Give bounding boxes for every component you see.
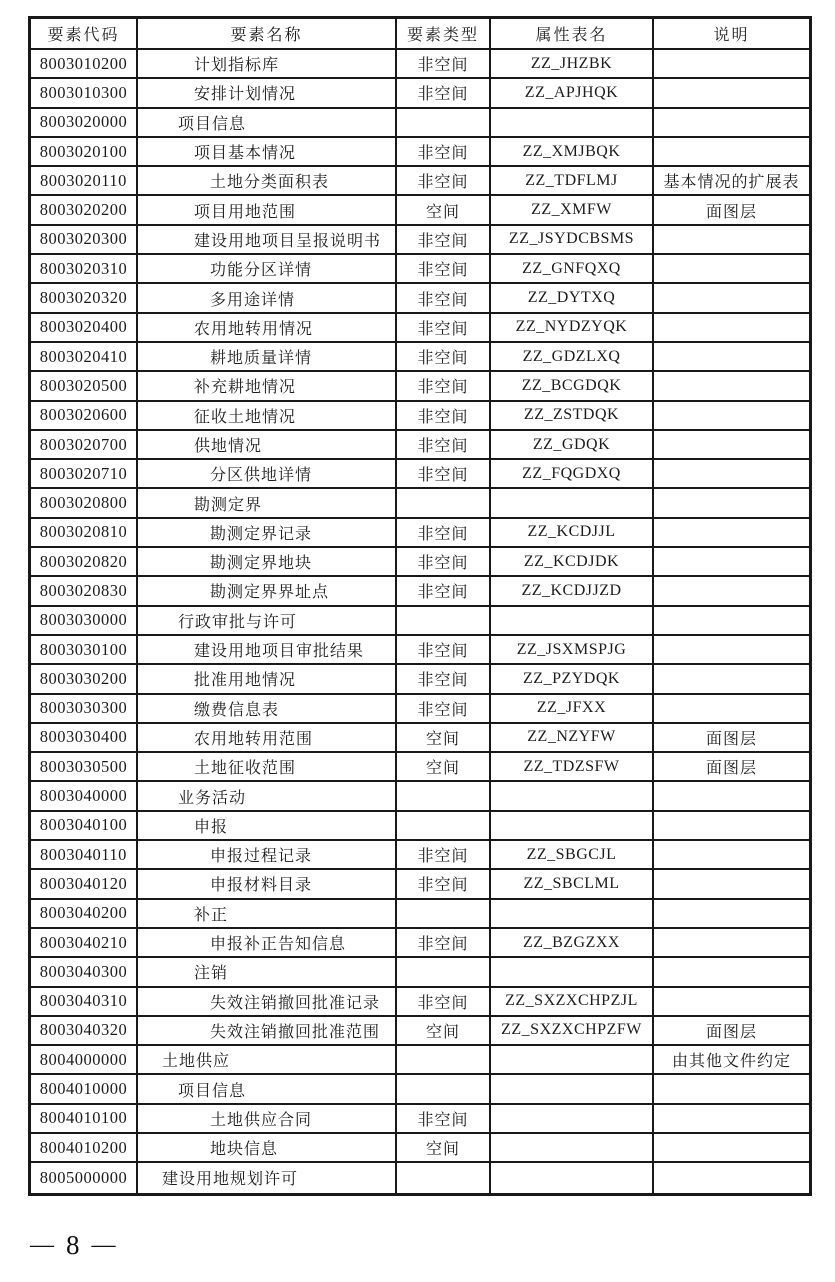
element-type-cell: 非空间 — [397, 167, 491, 194]
attribute-table-name-cell — [491, 812, 654, 839]
attribute-table-name-cell — [491, 1163, 654, 1192]
element-code-cell: 8003020500 — [31, 372, 138, 399]
element-name-cell: 建设用地规划许可 — [138, 1163, 397, 1192]
table-row — [31, 460, 809, 489]
element-name-cell: 申报过程记录 — [138, 841, 397, 868]
attribute-table-name-cell: ZZ_APJHQK — [491, 79, 654, 106]
note-cell — [654, 695, 809, 722]
element-name-cell: 行政审批与许可 — [138, 607, 397, 634]
table-row — [31, 753, 809, 782]
note-cell: 面图层 — [705, 730, 757, 748]
element-name-cell: 注销 — [138, 958, 397, 985]
attribute-table-name-cell: ZZ_DYTXQ — [491, 284, 654, 311]
header-element-type: 要素类型 — [397, 19, 491, 48]
element-type-cell: 非空间 — [397, 929, 491, 956]
element-type-cell: 非空间 — [397, 79, 491, 106]
element-type-cell — [397, 782, 491, 809]
note-cell — [654, 372, 809, 399]
element-name-cell: 失效注销撤回批准记录 — [138, 988, 397, 1015]
element-type-cell: 空间 — [397, 724, 491, 751]
attribute-table-name-cell: ZZ_SXZXCHPZJL — [491, 988, 654, 1015]
attribute-table-name-cell — [491, 109, 654, 136]
element-name-cell: 勘测定界界址点 — [138, 577, 397, 604]
attribute-table-name-cell: ZZ_JHZBK — [491, 50, 654, 77]
element-name-cell: 分区供地详情 — [138, 460, 397, 487]
table-row — [31, 1134, 809, 1163]
table-row — [31, 988, 809, 1017]
element-name-cell: 农用地转用范围 — [138, 724, 397, 751]
attribute-table-name-cell: ZZ_ZSTDQK — [491, 402, 654, 429]
table-row — [31, 841, 809, 870]
element-name-cell: 补充耕地情况 — [138, 372, 397, 399]
element-code-cell: 8003010200 — [31, 50, 138, 77]
element-type-cell: 非空间 — [397, 548, 491, 575]
attribute-table-name-cell: ZZ_TDFLMJ — [491, 167, 654, 194]
element-type-cell — [397, 958, 491, 985]
element-name-cell: 勘测定界地块 — [138, 548, 397, 575]
note-cell: 面图层 — [705, 203, 757, 221]
header-element-name: 要素名称 — [138, 19, 397, 48]
element-type-cell: 非空间 — [397, 460, 491, 487]
element-code-cell: 8003020820 — [31, 548, 138, 575]
element-type-cell — [397, 812, 491, 839]
attribute-table-name-cell — [491, 1105, 654, 1132]
note-cell — [654, 782, 809, 809]
element-type-cell: 空间 — [397, 753, 491, 780]
table-row — [31, 724, 809, 753]
element-code-cell: 8003040210 — [31, 929, 138, 956]
element-name-cell: 缴费信息表 — [138, 695, 397, 722]
note-cell — [654, 548, 809, 575]
element-type-cell: 非空间 — [397, 870, 491, 897]
element-code-cell: 8003020200 — [31, 196, 138, 223]
element-code-cell: 8003020710 — [31, 460, 138, 487]
element-code-cell: 8003020320 — [31, 284, 138, 311]
table-row — [31, 50, 809, 79]
table-row — [31, 1163, 809, 1192]
element-type-cell: 空间 — [397, 1134, 491, 1161]
element-code-cell: 8003020700 — [31, 431, 138, 458]
element-type-cell: 非空间 — [397, 431, 491, 458]
element-type-cell: 非空间 — [397, 314, 491, 341]
element-name-cell: 项目基本情况 — [138, 138, 397, 165]
note-cell — [654, 841, 809, 868]
element-type-cell — [397, 900, 491, 927]
table-row — [31, 255, 809, 284]
element-code-cell: 8003020600 — [31, 402, 138, 429]
footer-right-dash: — — [91, 1232, 116, 1258]
note-cell — [654, 958, 809, 985]
table-row — [31, 929, 809, 958]
element-name-cell: 业务活动 — [138, 782, 397, 809]
element-name-cell: 项目用地范围 — [138, 196, 397, 223]
element-code-cell: 8003040100 — [31, 812, 138, 839]
element-code-table — [28, 16, 812, 1196]
note-cell — [654, 929, 809, 956]
note-cell — [654, 109, 809, 136]
element-code-cell: 8003040300 — [31, 958, 138, 985]
note-cell — [654, 636, 809, 663]
note-cell — [654, 50, 809, 77]
attribute-table-name-cell: ZZ_BZGZXX — [491, 929, 654, 956]
element-name-cell: 地块信息 — [138, 1134, 397, 1161]
element-code-cell: 8003020830 — [31, 577, 138, 604]
element-type-cell: 非空间 — [397, 255, 491, 282]
element-code-cell: 8003030300 — [31, 695, 138, 722]
element-name-cell: 农用地转用情况 — [138, 314, 397, 341]
note-cell — [654, 870, 809, 897]
element-type-cell: 非空间 — [397, 519, 491, 546]
attribute-table-name-cell: ZZ_TDZSFW — [491, 753, 654, 780]
element-type-cell — [397, 607, 491, 634]
note-cell — [654, 138, 809, 165]
element-code-cell: 8004000000 — [31, 1046, 138, 1073]
table-row — [31, 1017, 809, 1046]
attribute-table-name-cell: ZZ_FQGDXQ — [491, 460, 654, 487]
element-type-cell — [397, 1046, 491, 1073]
element-type-cell — [397, 109, 491, 136]
attribute-table-name-cell: ZZ_SBCLML — [491, 870, 654, 897]
element-type-cell: 非空间 — [397, 636, 491, 663]
note-cell — [654, 812, 809, 839]
attribute-table-name-cell — [491, 782, 654, 809]
attribute-table-name-cell — [491, 1075, 654, 1102]
header-note: 说明 — [713, 27, 750, 44]
table-row — [31, 1075, 809, 1104]
page-footer — [30, 1230, 116, 1261]
element-type-cell: 非空间 — [397, 695, 491, 722]
element-name-cell: 土地分类面积表 — [138, 167, 397, 194]
table-row — [31, 372, 809, 401]
element-code-cell: 8005000000 — [31, 1163, 138, 1192]
attribute-table-name-cell: ZZ_KCDJJL — [491, 519, 654, 546]
note-cell — [654, 1163, 809, 1192]
attribute-table-name-cell: ZZ_JSXMSPJG — [491, 636, 654, 663]
element-name-cell: 补正 — [138, 900, 397, 927]
table-row — [31, 607, 809, 636]
attribute-table-name-cell: ZZ_KCDJJZD — [491, 577, 654, 604]
element-type-cell: 非空间 — [397, 1105, 491, 1132]
element-name-cell: 批准用地情况 — [138, 665, 397, 692]
table-row — [31, 196, 809, 225]
element-code-cell: 8003020800 — [31, 489, 138, 516]
note-cell: 基本情况的扩展表 — [663, 174, 800, 192]
element-type-cell: 非空间 — [397, 284, 491, 311]
element-name-cell: 供地情况 — [138, 431, 397, 458]
table-row — [31, 782, 809, 811]
attribute-table-name-cell: ZZ_JSYDCBSMS — [491, 226, 654, 253]
element-code-cell: 8003040120 — [31, 870, 138, 897]
attribute-table-name-cell: ZZ_NYDZYQK — [491, 314, 654, 341]
table-row — [31, 489, 809, 518]
note-cell — [654, 343, 809, 370]
header-attribute-table-name: 属性表名 — [491, 19, 654, 48]
table-row — [31, 431, 809, 460]
element-type-cell: 空间 — [397, 196, 491, 223]
element-name-cell: 建设用地项目审批结果 — [138, 636, 397, 663]
table-row — [31, 1105, 809, 1134]
attribute-table-name-cell: ZZ_NZYFW — [491, 724, 654, 751]
element-type-cell — [397, 489, 491, 516]
attribute-table-name-cell: ZZ_SXZXCHPZFW — [491, 1017, 654, 1044]
note-cell — [654, 431, 809, 458]
note-cell — [654, 255, 809, 282]
element-name-cell: 勘测定界记录 — [138, 519, 397, 546]
element-name-cell: 多用途详情 — [138, 284, 397, 311]
note-cell: 由其他文件约定 — [671, 1053, 791, 1071]
element-code-cell: 8003020110 — [31, 167, 138, 194]
attribute-table-name-cell — [491, 958, 654, 985]
attribute-table-name-cell — [491, 489, 654, 516]
table-row — [31, 958, 809, 987]
element-code-cell: 8003020310 — [31, 255, 138, 282]
table-row — [31, 226, 809, 255]
table-row — [31, 636, 809, 665]
element-code-cell: 8003040310 — [31, 988, 138, 1015]
element-code-cell: 8003030100 — [31, 636, 138, 663]
element-name-cell: 土地供应 — [138, 1046, 397, 1073]
element-code-cell: 8004010000 — [31, 1075, 138, 1102]
element-code-cell: 8003030400 — [31, 724, 138, 751]
note-cell — [654, 607, 809, 634]
element-code-cell: 8003020000 — [31, 109, 138, 136]
table-row — [31, 577, 809, 606]
table-row — [31, 665, 809, 694]
element-type-cell: 空间 — [397, 1017, 491, 1044]
header-element-code: 要素代码 — [31, 19, 138, 48]
note-cell: 面图层 — [705, 1023, 757, 1041]
attribute-table-name-cell: ZZ_PZYDQK — [491, 665, 654, 692]
element-code-cell: 8003030000 — [31, 607, 138, 634]
element-code-cell: 8004010100 — [31, 1105, 138, 1132]
table-row — [31, 109, 809, 138]
element-code-cell: 8003040110 — [31, 841, 138, 868]
element-code-cell: 8003030500 — [31, 753, 138, 780]
element-code-cell: 8003040320 — [31, 1017, 138, 1044]
attribute-table-name-cell — [491, 1046, 654, 1073]
attribute-table-name-cell: ZZ_XMFW — [491, 196, 654, 223]
element-code-cell: 8003040200 — [31, 900, 138, 927]
element-name-cell: 勘测定界 — [138, 489, 397, 516]
element-name-cell: 失效注销撤回批准范围 — [138, 1017, 397, 1044]
table-row — [31, 314, 809, 343]
table-row — [31, 402, 809, 431]
element-code-cell: 8003030200 — [31, 665, 138, 692]
table-row — [31, 812, 809, 841]
element-name-cell: 征收土地情况 — [138, 402, 397, 429]
note-cell — [654, 988, 809, 1015]
table-header-row — [31, 19, 809, 50]
table-row — [31, 284, 809, 313]
table-row — [31, 870, 809, 899]
attribute-table-name-cell: ZZ_KCDJDK — [491, 548, 654, 575]
attribute-table-name-cell: ZZ_SBGCJL — [491, 841, 654, 868]
attribute-table-name-cell: ZZ_GNFQXQ — [491, 255, 654, 282]
element-type-cell — [397, 1163, 491, 1192]
element-type-cell: 非空间 — [397, 50, 491, 77]
table-row — [31, 79, 809, 108]
element-code-cell: 8003010300 — [31, 79, 138, 106]
note-cell — [654, 402, 809, 429]
element-name-cell: 申报材料目录 — [138, 870, 397, 897]
element-code-cell: 8003020810 — [31, 519, 138, 546]
element-type-cell: 非空间 — [397, 841, 491, 868]
element-name-cell: 项目信息 — [138, 109, 397, 136]
attribute-table-name-cell — [491, 900, 654, 927]
note-cell — [654, 665, 809, 692]
element-name-cell: 申报补正告知信息 — [138, 929, 397, 956]
attribute-table-name-cell: ZZ_JFXX — [491, 695, 654, 722]
table-body — [31, 50, 809, 1193]
table-row — [31, 519, 809, 548]
attribute-table-name-cell: ZZ_GDQK — [491, 431, 654, 458]
table-row — [31, 900, 809, 929]
attribute-table-name-cell: ZZ_XMJBQK — [491, 138, 654, 165]
element-type-cell — [397, 1075, 491, 1102]
table-row — [31, 343, 809, 372]
element-code-cell: 8003020410 — [31, 343, 138, 370]
element-type-cell: 非空间 — [397, 138, 491, 165]
element-code-cell: 8003020100 — [31, 138, 138, 165]
attribute-table-name-cell: ZZ_BCGDQK — [491, 372, 654, 399]
element-name-cell: 计划指标库 — [138, 50, 397, 77]
note-cell — [654, 284, 809, 311]
element-code-cell: 8004010200 — [31, 1134, 138, 1161]
note-cell — [654, 460, 809, 487]
table-row — [31, 548, 809, 577]
element-type-cell: 非空间 — [397, 577, 491, 604]
note-cell — [654, 519, 809, 546]
element-name-cell: 功能分区详情 — [138, 255, 397, 282]
note-cell — [654, 1075, 809, 1102]
element-name-cell: 申报 — [138, 812, 397, 839]
element-type-cell: 非空间 — [397, 226, 491, 253]
note-cell — [654, 900, 809, 927]
table-row — [31, 138, 809, 167]
table-row — [31, 167, 809, 196]
table-row — [31, 695, 809, 724]
note-cell — [654, 314, 809, 341]
note-cell: 面图层 — [705, 760, 757, 778]
page-number: 8 — [66, 1230, 80, 1260]
note-cell — [654, 79, 809, 106]
note-cell — [654, 1134, 809, 1161]
element-code-cell: 8003040000 — [31, 782, 138, 809]
element-type-cell: 非空间 — [397, 665, 491, 692]
element-type-cell: 非空间 — [397, 343, 491, 370]
element-name-cell: 建设用地项目呈报说明书 — [138, 226, 397, 253]
element-name-cell: 土地征收范围 — [138, 753, 397, 780]
note-cell — [654, 489, 809, 516]
attribute-table-name-cell: ZZ_GDZLXQ — [491, 343, 654, 370]
footer-left-dash: — — [30, 1232, 54, 1258]
element-type-cell: 非空间 — [397, 402, 491, 429]
element-name-cell: 土地供应合同 — [138, 1105, 397, 1132]
element-code-cell: 8003020300 — [31, 226, 138, 253]
element-type-cell: 非空间 — [397, 988, 491, 1015]
attribute-table-name-cell — [491, 1134, 654, 1161]
element-name-cell: 项目信息 — [138, 1075, 397, 1102]
element-name-cell: 耕地质量详情 — [138, 343, 397, 370]
element-code-cell: 8003020400 — [31, 314, 138, 341]
element-type-cell: 非空间 — [397, 372, 491, 399]
note-cell — [654, 1105, 809, 1132]
note-cell — [654, 226, 809, 253]
attribute-table-name-cell — [491, 607, 654, 634]
element-name-cell: 安排计划情况 — [138, 79, 397, 106]
note-cell — [654, 577, 809, 604]
table-row — [31, 1046, 809, 1075]
